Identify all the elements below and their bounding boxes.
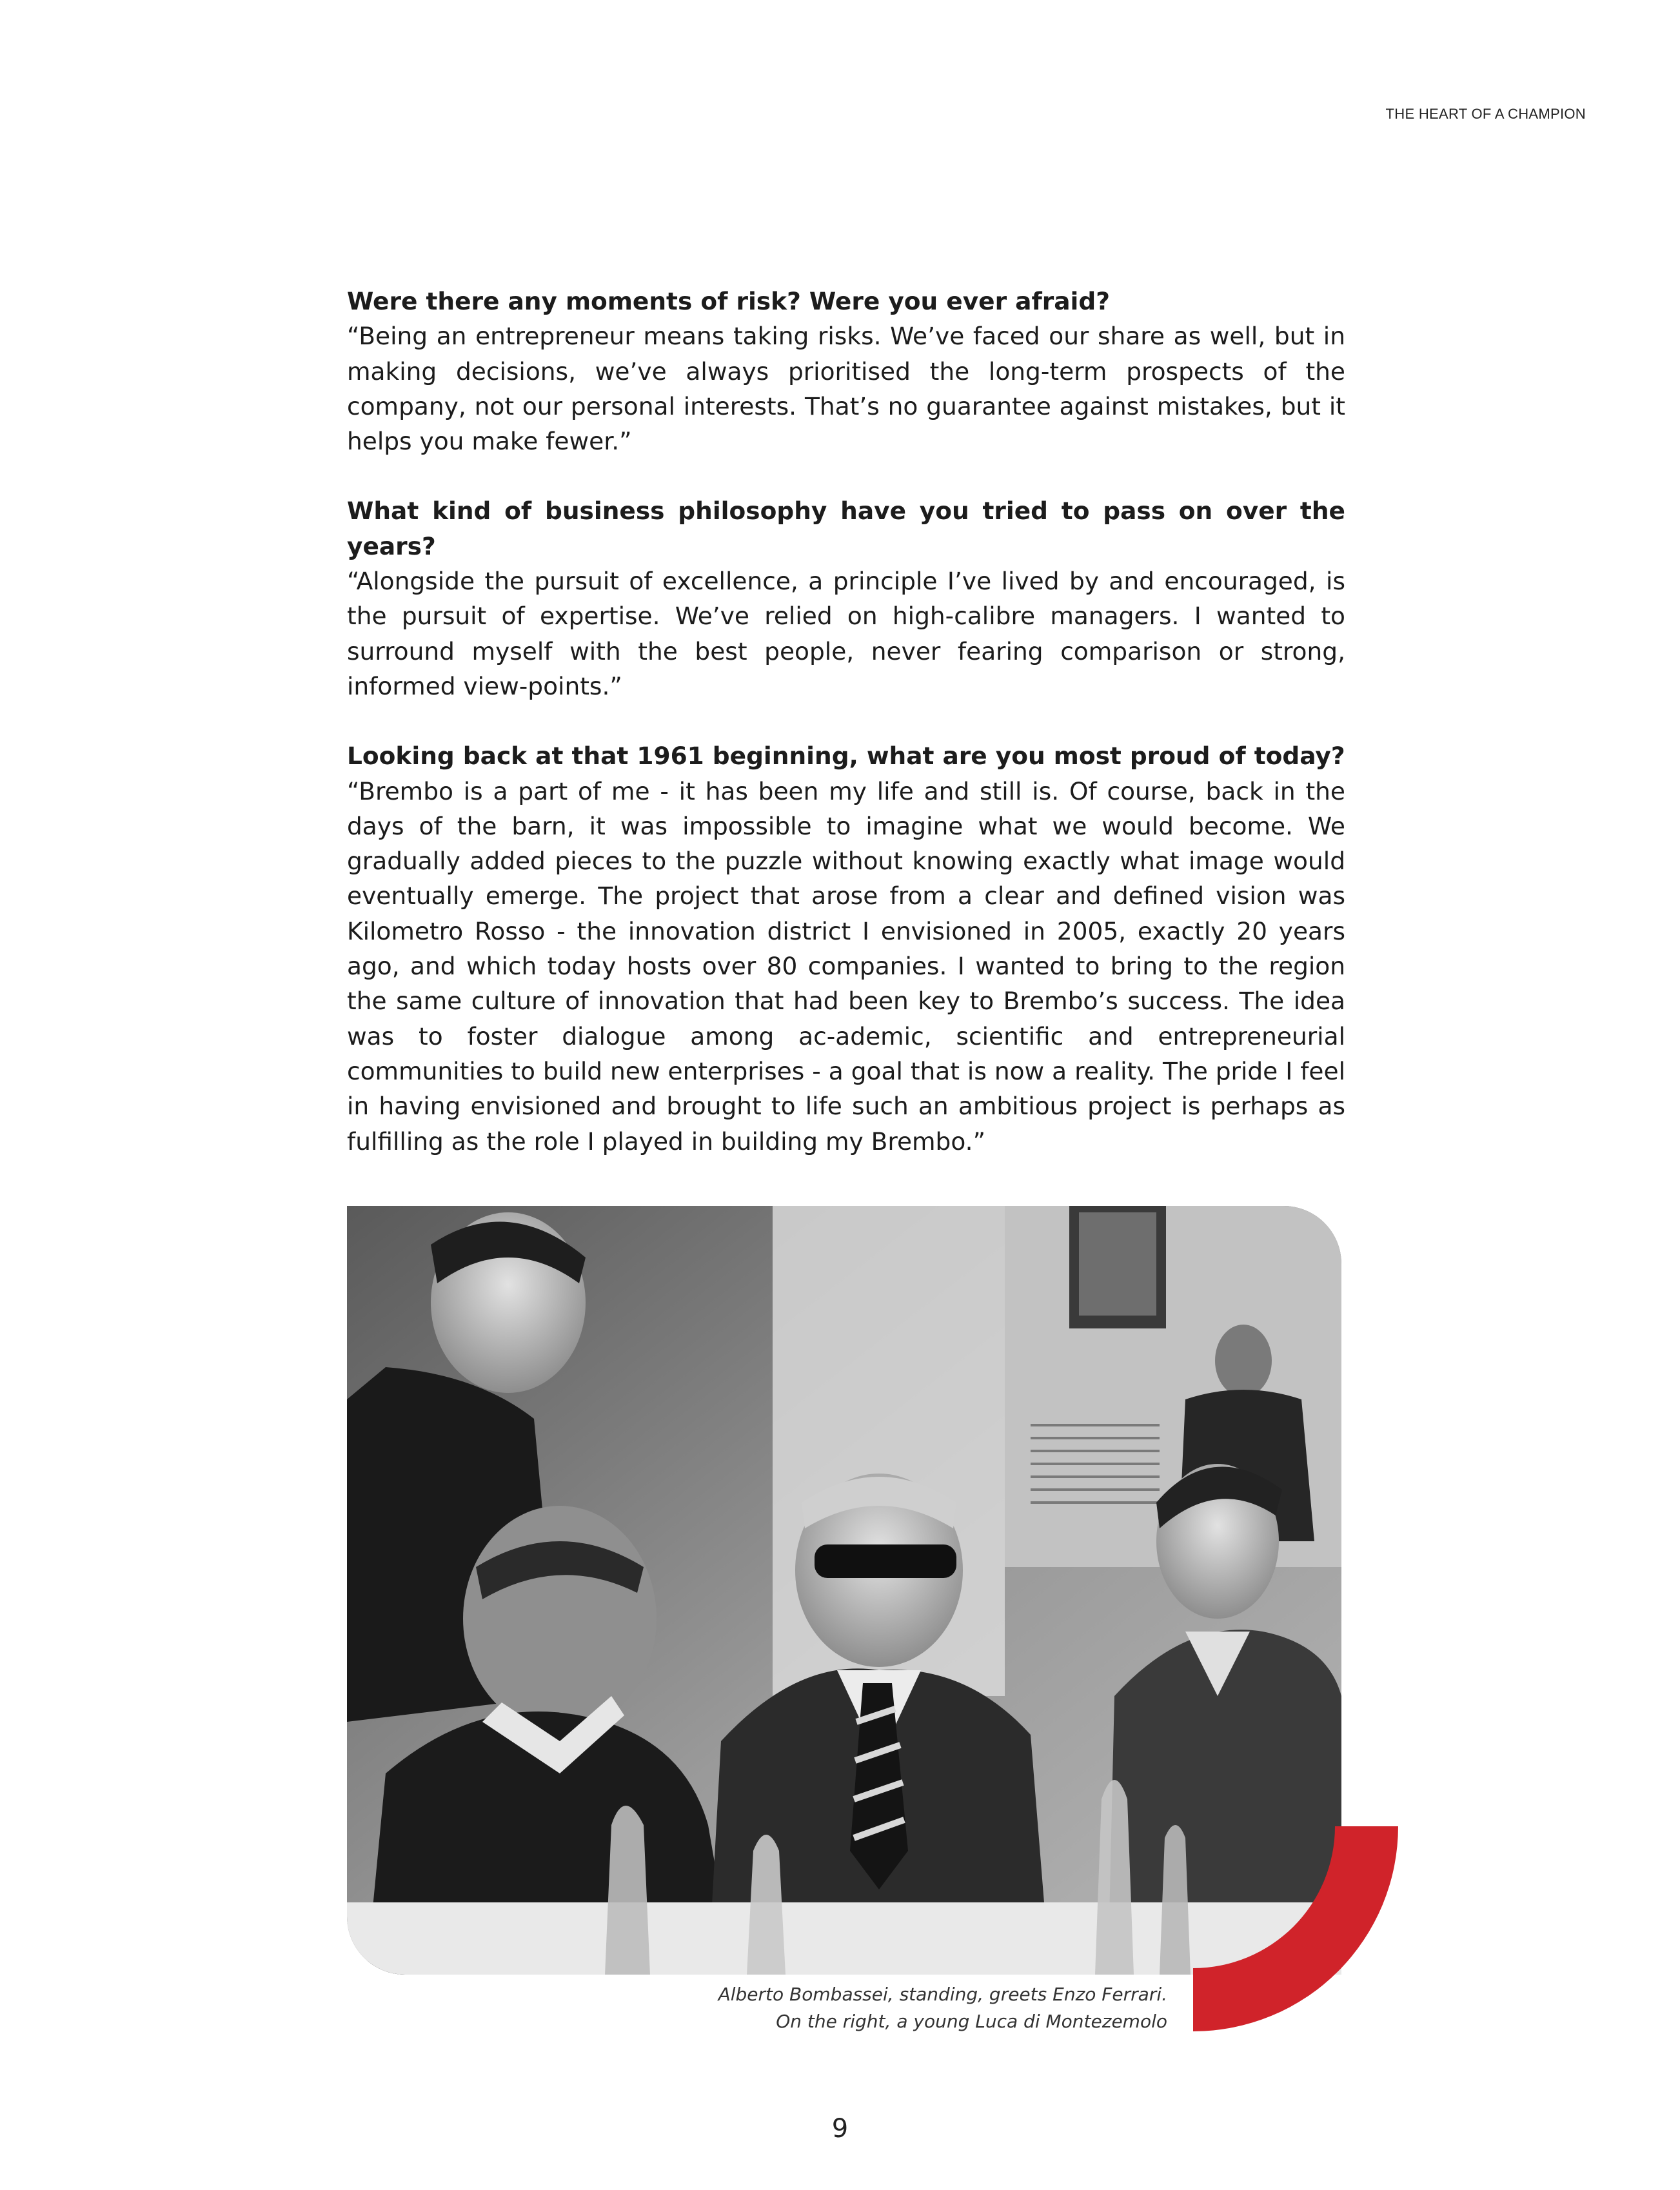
interview-question: Looking back at that 1961 beginning, what are you most proud of today? bbox=[347, 742, 1345, 771]
page-number: 9 bbox=[831, 2114, 849, 2144]
photo-caption bbox=[718, 1981, 1167, 2035]
caption-line: On the right, a young Luca di Montezemolo bbox=[776, 2011, 1167, 2032]
interview-answer: “Being an entrepreneur means taking risks. We’ve faced our share as well, but in making decisions, we’ve always prioritised the long-term prospects of the company, not our personal interests. That’s no guarantee against mistakes, but it helps you make fewer.” bbox=[347, 322, 1345, 456]
decorative-red-arc bbox=[1193, 1826, 1398, 2031]
interview-answer: “Brembo is a part of me - it has been my life and still is. Of course, back in the days of the barn, it was impossible to imagine what we would become. We gradually added pieces to the puzzle without knowing exactly what image would eventually emerge. The project that arose from a clear and defined vision was Kilometro Rosso - the innovation district I envisioned in 2005, exactly 20 years ago, and which today hosts over 80 companies. I wanted to bring to the region the same culture of innovation that had been key to Brembo’s success. The idea was to foster dialogue among ac-ademic, scientific and entrepreneurial communities to build new enterprises - a goal that is now a reality. The pride I feel in having envisioned and brought to life such an ambitious project is perhaps as fulfilling as the role I played in building my Brembo.” bbox=[347, 776, 1345, 1156]
interview-answer: “Alongside the pursuit of excellence, a principle I’ve lived by and encouraged, is the pursuit of expertise. We’ve relied on high-calibre managers. I wanted to surround myself with the best people, never fearing comparison or strong, informed view-points.” bbox=[347, 567, 1345, 700]
qa-block bbox=[347, 493, 1345, 704]
interview-question: Were there any moments of risk? Were you ever afraid? bbox=[347, 287, 1111, 315]
running-header: THE HEART OF A CHAMPION bbox=[1385, 106, 1586, 122]
qa-block bbox=[347, 284, 1345, 459]
historical-photo bbox=[347, 1206, 1341, 1975]
qa-block bbox=[347, 738, 1345, 1159]
caption-line: Alberto Bombassei, standing, greets Enzo Ferrari. bbox=[718, 1984, 1167, 2005]
photo-illustration bbox=[347, 1206, 1341, 1975]
interview-question: What kind of business philosophy have you tried to pass on over the years? bbox=[347, 497, 1345, 560]
article-body bbox=[347, 284, 1345, 1194]
